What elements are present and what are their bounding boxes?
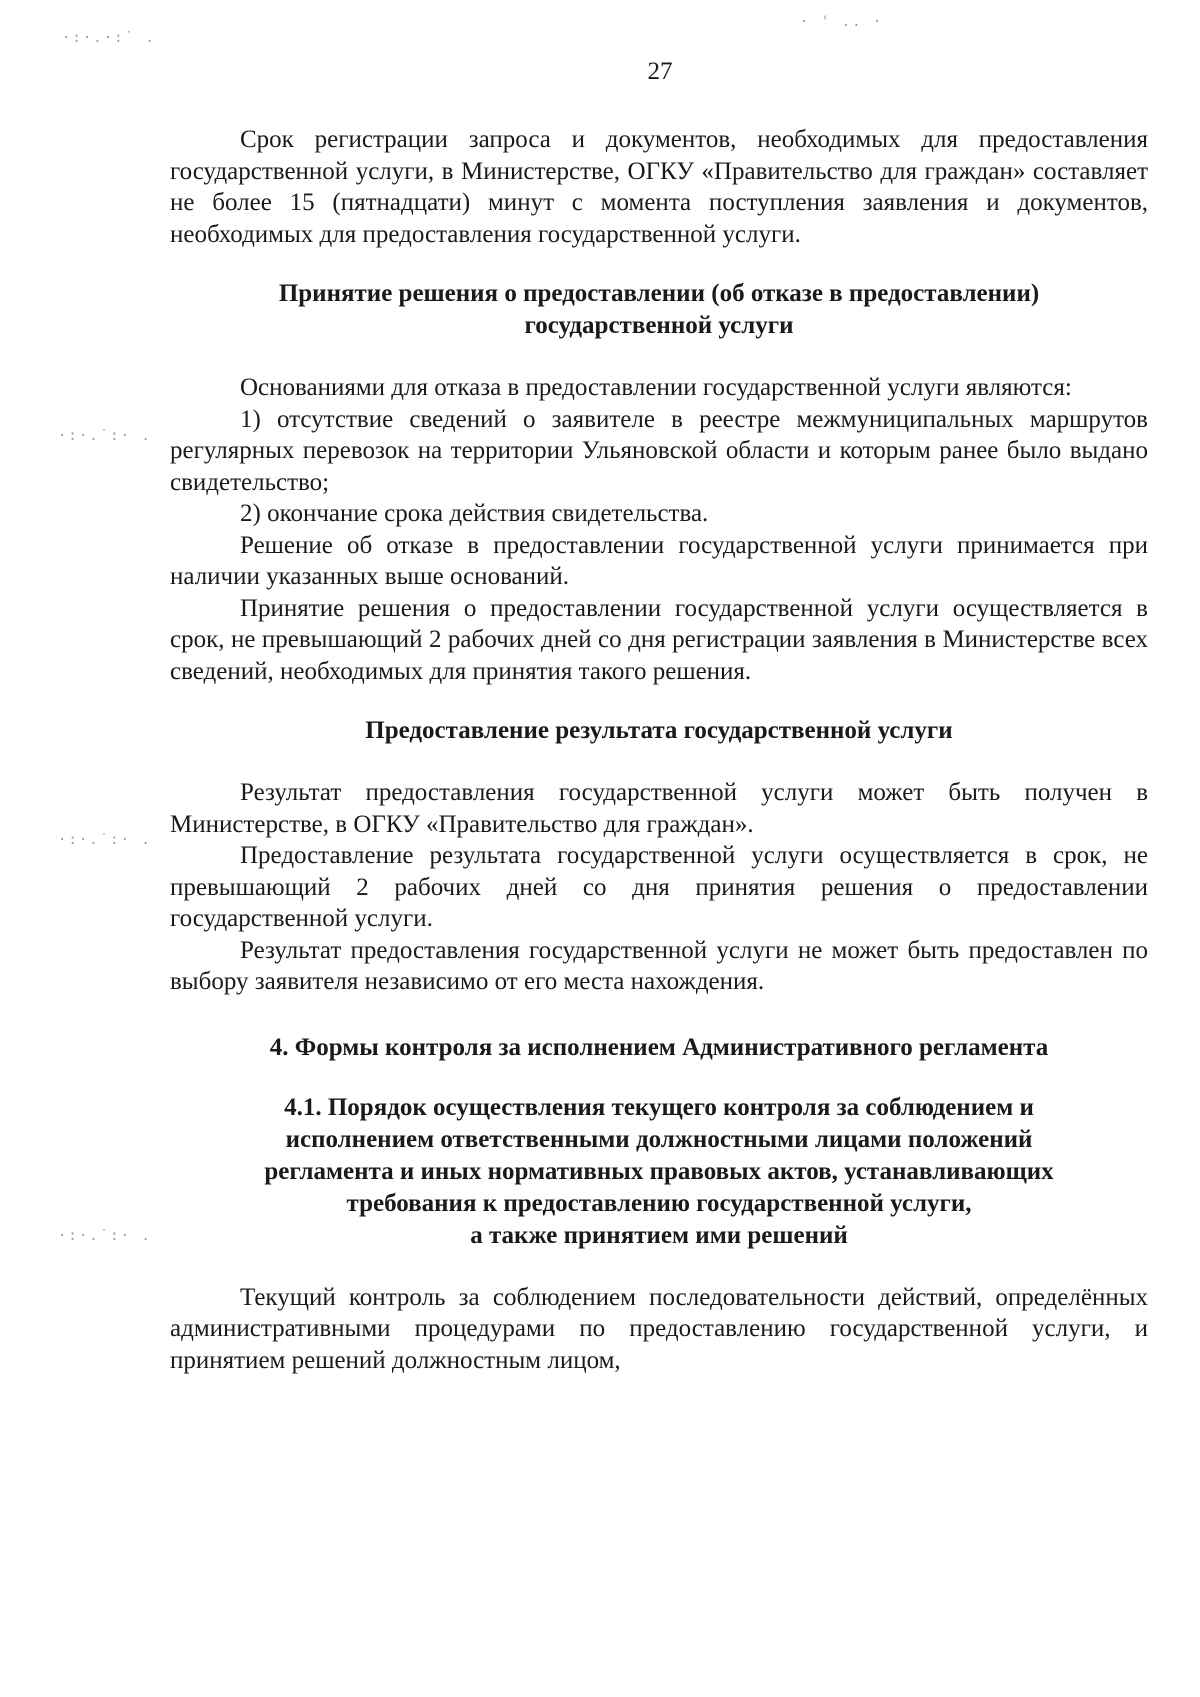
- scan-speck: ·:·.·:˙ .: [62, 30, 156, 46]
- scan-speck: ·:·.˙:· .: [58, 428, 152, 444]
- heading-section-4-1-line4: требования к предоставлению государственной услуги,: [346, 1189, 972, 1217]
- document-body: [170, 124, 1148, 1376]
- heading-section-4-1-line2: исполнением ответственными должностными лицами положений: [285, 1125, 1033, 1153]
- paragraph-result-receipt: Результат предоставления государственной услуги может быть получен в Министерстве, в ОГКУ «Правительство для граждан».: [170, 779, 1148, 838]
- heading-section-4-1-line5: а также принятием ими решений: [470, 1221, 848, 1249]
- heading-section-4-1-line3: регламента и иных нормативных правовых актов, устанавливающих: [264, 1157, 1054, 1185]
- paragraph-refusal-ground-2: 2) окончание срока действия свидетельства.: [240, 500, 709, 527]
- page-number: 27: [647, 58, 673, 85]
- heading-decision: Принятие решения о предоставлении (об отказе в предоставлении) государственной услуги: [278, 280, 1040, 339]
- scan-speck: ·:·.˙:· .: [58, 832, 152, 848]
- paragraph-result-term: Предоставление результата государственной услуги осуществляется в срок, не превышающий 2 рабочих дней со дня принятия решения о предоставлении государственной услуги.: [170, 842, 1148, 932]
- paragraph-refusal-decision: Решение об отказе в предоставлении государственной услуги принимается при наличии указанных выше оснований.: [170, 531, 1148, 590]
- paragraph-refusal-ground-1: 1) отсутствие сведений о заявителе в реестре межмуниципальных маршрутов регулярных перевозок на территории Ульяновской области и которым ранее было выдано свидетельство;: [170, 405, 1148, 496]
- scan-speck: ·:·.˙:· .: [58, 1228, 152, 1244]
- paragraph-refusal-grounds: Основаниями для отказа в предоставлении государственной услуги являются:: [240, 374, 1072, 401]
- paragraph-result-location: Результат предоставления государственной услуги не может быть предоставлен по выбору заявителя независимо от его места нахождения.: [170, 936, 1148, 995]
- heading-section-4-1-line1: 4.1. Порядок осуществления текущего контроля за соблюдением и: [284, 1093, 1034, 1121]
- scan-speck: · ' .. ·: [800, 14, 884, 30]
- paragraph-decision-term: Принятие решения о предоставлении государственной услуги осуществляется в срок, не превышающий 2 рабочих дней со дня регистрации заявления в Министерстве всех сведений, необходимых для принятия такого решения.: [170, 594, 1148, 685]
- paragraph-registration-term: Срок регистрации запроса и документов, необходимых для предоставления государственной услуги, в Министерстве, ОГКУ «Правительство для граждан» составляет не более 15 (пятнадцати) минут с момента поступления заявления и документов, необходимых для предоставления государственной услуги.: [170, 126, 1148, 248]
- heading-result: Предоставление результата государственной услуги: [365, 717, 953, 744]
- paragraph-current-control: Текущий контроль за соблюдением последовательности действий, определённых административными процедурами по предоставлению государственной услуги, и принятием решений должностным лицом,: [170, 1283, 1148, 1374]
- heading-section-4: 4. Формы контроля за исполнением Административного регламента: [269, 1033, 1049, 1061]
